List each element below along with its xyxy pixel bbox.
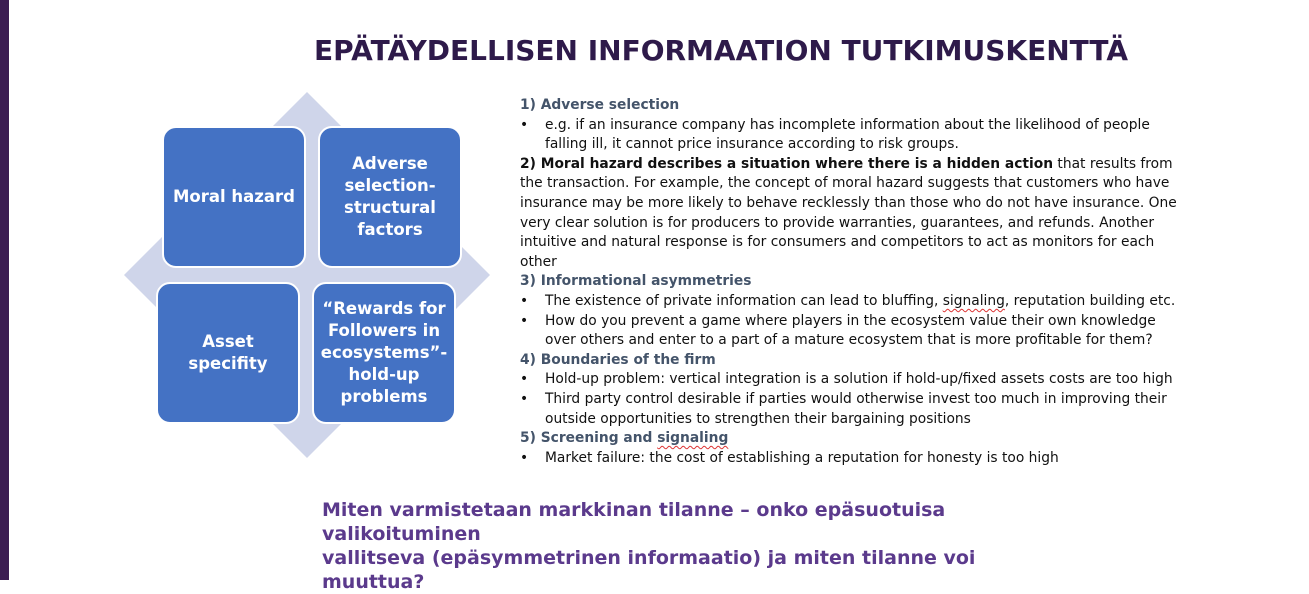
bullet-item — [520, 292, 1180, 312]
section-heading-informational-asymmetries: 3) Informational asymmetries — [520, 273, 752, 290]
box-moral-hazard — [162, 126, 306, 268]
box-line: Followers in — [327, 321, 441, 340]
box-line: problems — [340, 387, 428, 406]
question-line: vallitseva (epäsymmetrinen informaatio) ja miten tilanne voi muuttua? — [322, 547, 976, 593]
bullet-text-spellcheck: signaling — [942, 292, 1005, 309]
moral-hazard-bold-lead: 2) Moral hazard describes a situation where there is a hidden action — [520, 155, 1054, 172]
box-rewards-followers — [312, 282, 456, 424]
section-heading-adverse-selection: 1) Adverse selection — [520, 97, 680, 113]
bullet-item: • How do you prevent a game where players in the ecosystem value their own knowledge over others and enter to a part of a mature ecosystem that is more profitable for them? — [520, 312, 1180, 351]
matrix-diagram — [122, 90, 492, 460]
box-line: Asset — [202, 332, 254, 351]
box-asset-specifity — [156, 282, 300, 424]
box-line: “Rewards for — [322, 299, 446, 318]
bullet-item: • Hold-up problem: vertical integration is a solution if hold-up/fixed assets costs are too high — [520, 370, 1180, 390]
left-accent-bar — [0, 0, 9, 580]
moral-hazard-paragraph — [520, 155, 1180, 273]
box-line: specifity — [188, 354, 268, 373]
section-heading-screening-signaling — [520, 429, 1180, 449]
box-line: hold-up — [348, 365, 420, 384]
moral-hazard-text: that results from the transaction. For example, the concept of moral hazard suggests that customers who have insurance may be more likely to behave recklessly than those who do not have insurance. One very clear solution is for producers to provide warranties, guarantees, and refunds. Another intuitive and natural response is for consumers and competitors to act as monitors for each other — [520, 155, 1177, 270]
box-line: selection- — [344, 176, 436, 195]
box-adverse-selection — [318, 126, 462, 268]
section-heading-boundaries-of-firm: 4) Boundaries of the firm — [520, 351, 716, 368]
box-line: Moral hazard — [173, 187, 295, 206]
bullet-item: • e.g. if an insurance company has incomplete information about the likelihood of people falling ill, it cannot price insurance according to risk groups. — [520, 116, 1180, 155]
slide-title: EPÄTÄYDELLISEN INFORMAATION TUTKIMUSKENTTÄ — [314, 34, 1128, 67]
bullet-item: • Market failure: the cost of establishing a reputation for honesty is too high — [520, 449, 1180, 469]
content-list — [520, 96, 1180, 468]
bullet-item: • Third party control desirable if parties would otherwise invest too much in improving their outside opportunities to strengthen their bargaining positions — [520, 390, 1180, 429]
box-line: factors — [357, 220, 423, 239]
heading-text: 5) Screening and — [520, 430, 658, 447]
bullet-text: , reputation building etc. — [1004, 292, 1176, 309]
box-line: ecosystems”- — [320, 343, 448, 362]
box-line: Adverse — [352, 154, 428, 173]
question-line: Miten varmistetaan markkinan tilanne – onko epäsuotuisa valikoituminen — [322, 499, 946, 545]
heading-text-spellcheck: signaling — [657, 430, 729, 447]
box-line: structural — [344, 198, 436, 217]
bullet-text: The existence of private information can lead to bluffing, — [545, 292, 943, 309]
